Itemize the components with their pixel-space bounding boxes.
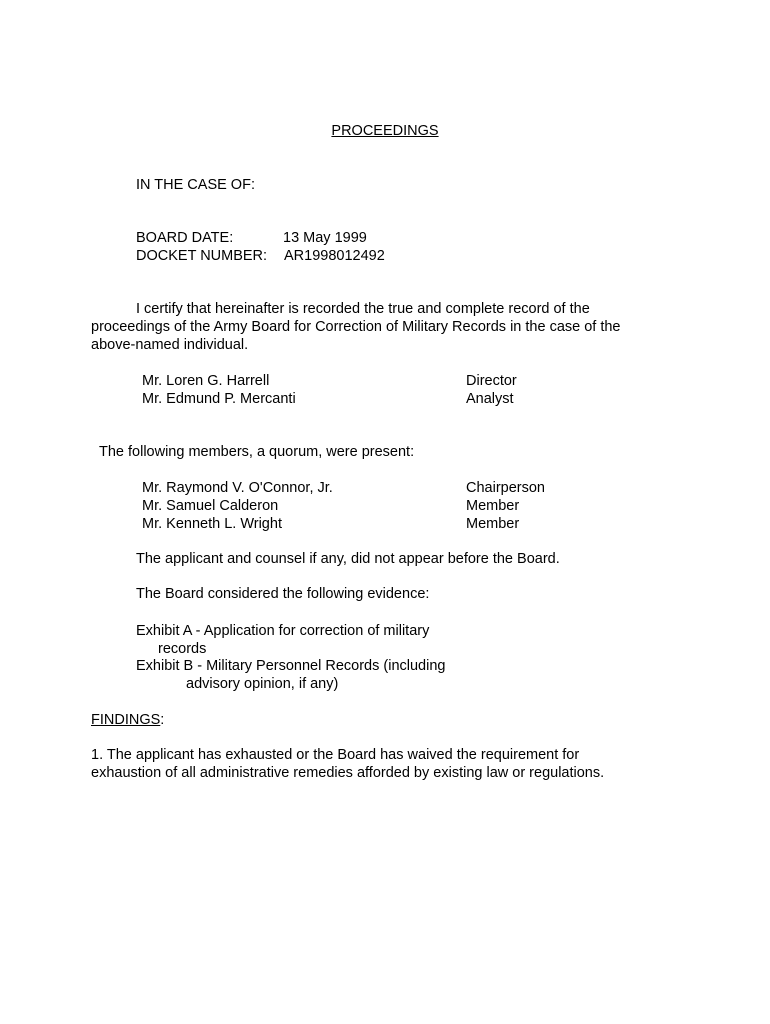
case-label: IN THE CASE OF:: [136, 177, 255, 193]
docket-number-label: DOCKET NUMBER:: [136, 248, 268, 264]
board-date-value: 13 May 1999: [283, 230, 367, 246]
staff-role: Analyst: [466, 391, 514, 407]
findings-colon: :: [160, 712, 165, 728]
member-role: Chairperson: [466, 480, 545, 496]
page-title: PROCEEDINGS: [331, 123, 439, 139]
quorum-statement: The following members, a quorum, were present:: [99, 444, 415, 460]
exhibit-b-continued: advisory opinion, if any): [186, 676, 339, 692]
member-role: Member: [466, 498, 520, 514]
member-name: Mr. Raymond V. O'Connor, Jr.: [142, 480, 333, 496]
staff-name: Mr. Edmund P. Mercanti: [142, 391, 296, 407]
finding-1: 1. The applicant has exhausted or the Board has waived the requirement for exhaustion of all administrative remedies afforded by existing law or regulations.: [91, 747, 605, 781]
exhibit-b: Exhibit B - Military Personnel Records (including: [136, 658, 446, 674]
staff-role: Director: [466, 373, 517, 389]
member-name: Mr. Kenneth L. Wright: [142, 516, 282, 532]
findings-heading: [91, 711, 164, 729]
docket-number-value: AR1998012492: [284, 248, 385, 264]
appearance-statement: The applicant and counsel if any, did not appear before the Board.: [136, 551, 560, 567]
exhibit-a: Exhibit A - Application for correction of military: [136, 623, 430, 639]
findings-label: FINDINGS: [91, 712, 161, 728]
evidence-intro: The Board considered the following evidence:: [136, 586, 430, 602]
certification-paragraph: I certify that hereinafter is recorded the true and complete record of the proceedings of the Army Board for Correction of Military Records in the case of the above-named individual.: [91, 301, 621, 353]
member-name: Mr. Samuel Calderon: [142, 498, 279, 514]
exhibit-a-continued: records: [158, 641, 207, 657]
board-date-label: BOARD DATE:: [136, 230, 234, 246]
staff-name: Mr. Loren G. Harrell: [142, 373, 270, 389]
member-role: Member: [466, 516, 520, 532]
